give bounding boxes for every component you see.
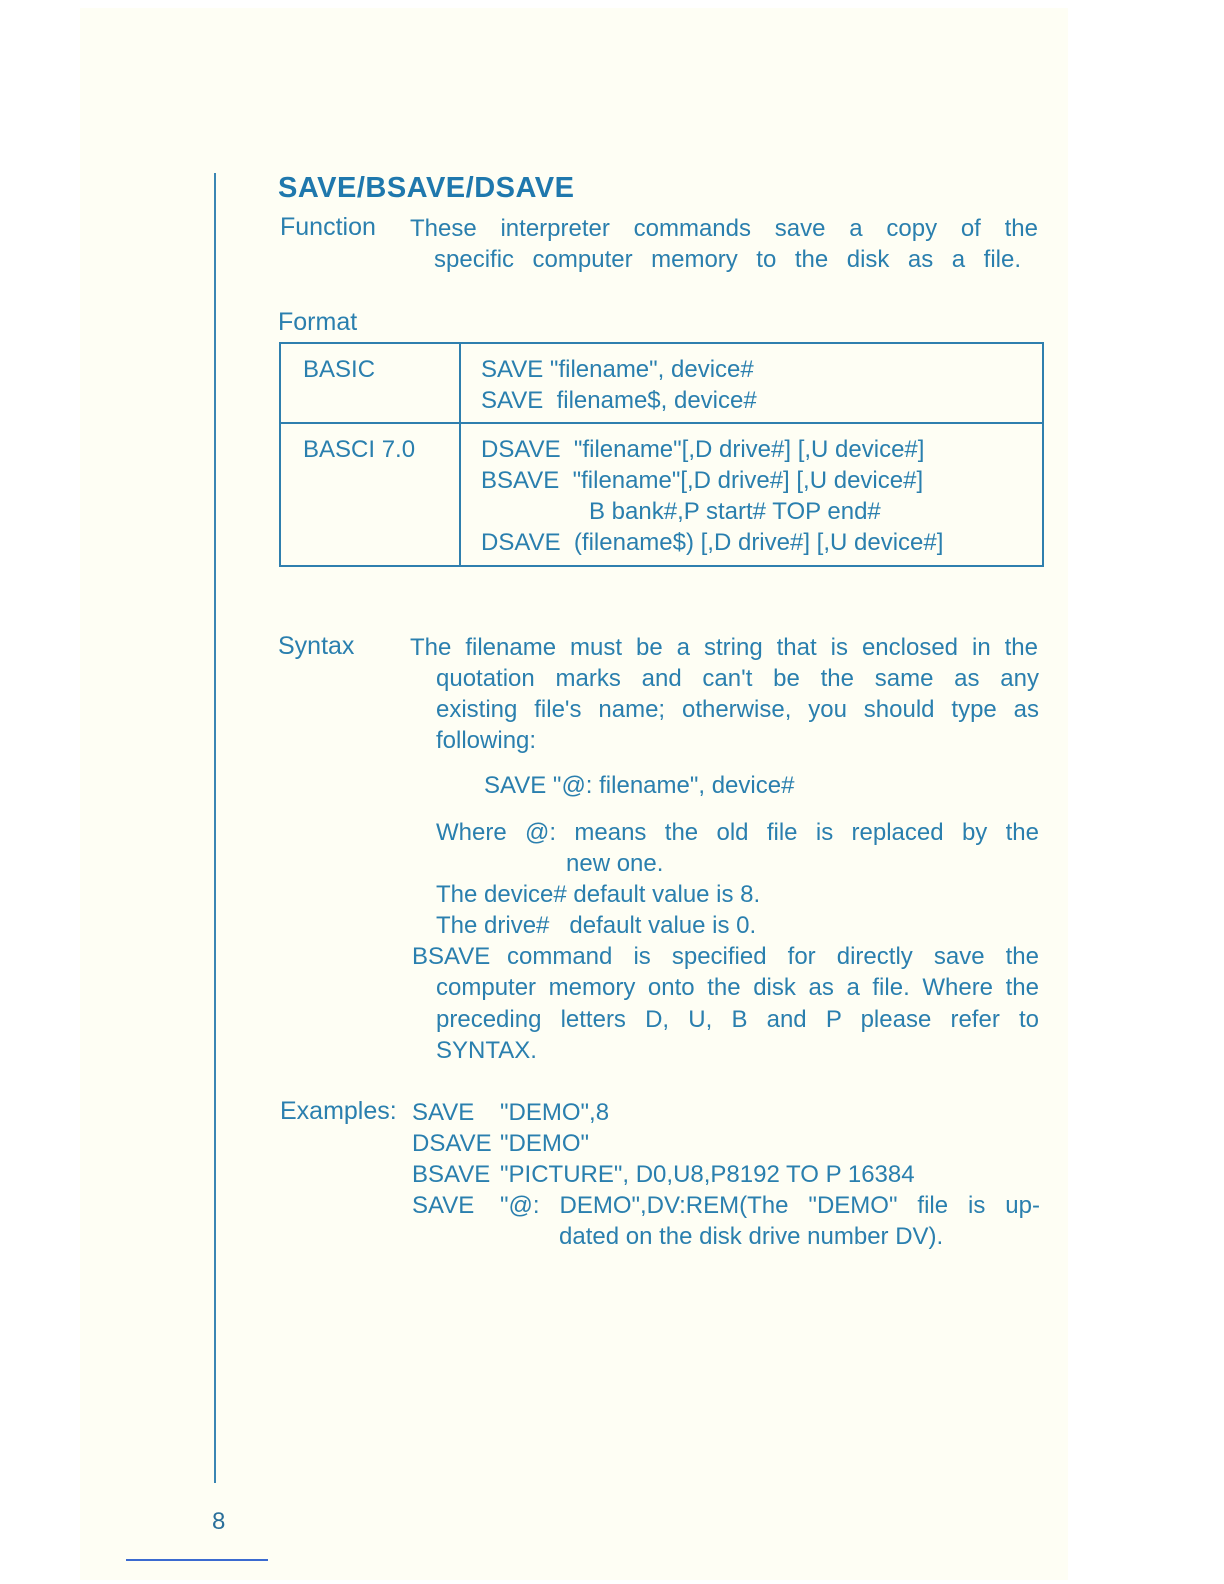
example-continuation: dated on the disk drive number DV). bbox=[559, 1223, 944, 1250]
format-row-name: BASCI 7.0 bbox=[280, 423, 460, 566]
syntax-para-line: The filename must be a string that is enclosed in the bbox=[410, 634, 1038, 661]
bsave-line4: SYNTAX. bbox=[436, 1037, 537, 1064]
example-argument: "DEMO",8 bbox=[500, 1099, 610, 1126]
syntax-line: DSAVE (filename$) [,D drive#] [,U device#] bbox=[481, 529, 944, 556]
drive-default-text: The drive# default value is 0. bbox=[436, 912, 757, 939]
example-argument: "@: DEMO",DV:REM(The "DEMO" file is up- bbox=[500, 1192, 1040, 1219]
syntax-para-line: existing file's name; otherwise, you should type as bbox=[436, 696, 1039, 723]
example-command: BSAVE bbox=[412, 1161, 491, 1188]
format-row-name: BASIC bbox=[280, 343, 460, 423]
page-title: SAVE/BSAVE/DSAVE bbox=[278, 172, 575, 204]
example-argument: "PICTURE", D0,U8,P8192 TO P 16384 bbox=[500, 1161, 915, 1188]
where-line1: Where @: means the old file is replaced by the bbox=[436, 819, 1039, 846]
function-text-line2: specific computer memory to the disk as a file. bbox=[434, 246, 1021, 273]
syntax-para-line: following: bbox=[436, 727, 537, 754]
bsave-line2: computer memory onto the disk as a file. Where the bbox=[436, 974, 1039, 1001]
syntax-line: B bank#,P start# TOP end# bbox=[589, 498, 881, 525]
syntax-line: DSAVE "filename"[,D drive#] [,U device#] bbox=[481, 436, 925, 463]
left-margin-rule bbox=[214, 173, 216, 1483]
bsave-line1: command is specified for directly save the bbox=[507, 943, 1039, 970]
syntax-example-code: SAVE "@: filename", device# bbox=[484, 772, 795, 799]
example-command: SAVE bbox=[412, 1192, 475, 1219]
format-label: Format bbox=[278, 308, 358, 336]
syntax-label: Syntax bbox=[278, 632, 355, 660]
example-command: SAVE bbox=[412, 1099, 475, 1126]
bsave-line3: preceding letters D, U, B and P please refer to bbox=[436, 1006, 1039, 1033]
format-row-basic-7 bbox=[280, 423, 1043, 566]
format-row-basic bbox=[280, 343, 1043, 423]
function-text-line1: These interpreter commands save a copy of the bbox=[410, 215, 1038, 242]
bsave-command: BSAVE bbox=[412, 943, 491, 970]
examples-label: Examples: bbox=[280, 1097, 397, 1125]
syntax-para-line: quotation marks and can't be the same as any bbox=[436, 665, 1039, 692]
example-argument: "DEMO" bbox=[500, 1130, 590, 1157]
syntax-line: SAVE "filename", device# bbox=[481, 356, 754, 383]
device-default-text: The device# default value is 8. bbox=[436, 881, 761, 908]
syntax-line: SAVE filename$, device# bbox=[481, 387, 757, 414]
syntax-line: BSAVE "filename"[,D drive#] [,U device#] bbox=[481, 467, 924, 494]
page-number: 8 bbox=[212, 1508, 226, 1535]
example-command: DSAVE bbox=[412, 1130, 492, 1157]
function-label: Function bbox=[280, 213, 376, 241]
where-line2: new one. bbox=[566, 850, 664, 877]
format-row-syntax bbox=[460, 343, 1043, 423]
format-table bbox=[279, 342, 1044, 567]
format-row-syntax bbox=[460, 423, 1043, 566]
scan-edge-line bbox=[126, 1559, 268, 1561]
